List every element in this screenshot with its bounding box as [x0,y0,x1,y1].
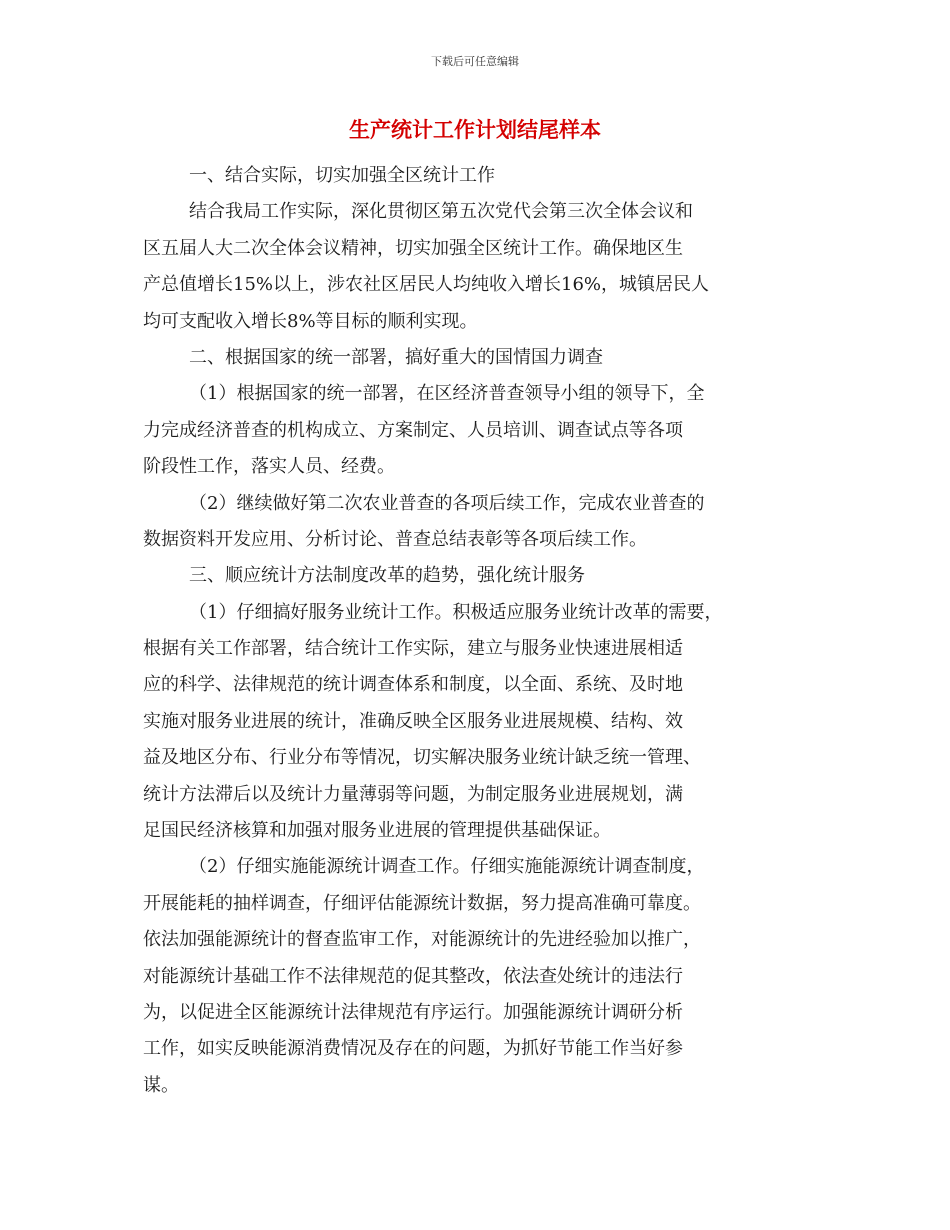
body-line: 阶段性工作，落实人员、经费。 [143,456,395,478]
body-line: 统计方法滞后以及统计力量薄弱等问题，为制定服务业进展规划，满 [143,783,683,805]
body-line: 工作，如实反映能源消费情况及存在的问题，为抓好节能工作当好参 [143,1038,683,1060]
body-line: 结合我局工作实际，深化贯彻区第五次党代会第三次全体会议和 [189,201,693,223]
body-line: 依法加强能源统计的督查监审工作，对能源统计的先进经验加以推广， [143,929,701,951]
body-line: （1）仔细搞好服务业统计工作。积极适应服务业统计改革的需要， [189,601,723,623]
page-header-note: 下载后可任意编辑 [431,55,519,68]
body-line: 开展能耗的抽样调查，仔细评估能源统计数据，努力提高准确可靠度。 [143,892,701,914]
body-line: 应的科学、法律规范的统计调查体系和制度，以全面、系统、及时地 [143,674,683,696]
body-line: 数据资料开发应用、分析讨论、普查总结表彰等各项后续工作。 [143,528,647,550]
body-line: 力完成经济普查的机构成立、方案制定、人员培训、调查试点等各项 [143,419,683,441]
body-line: 均可支配收入增长8%等目标的顺利实现。 [143,310,478,332]
body-line: 实施对服务业进展的统计，准确反映全区服务业进展规模、结构、效 [143,710,683,732]
body-line: 益及地区分布、行业分布等情况，切实解决服务业统计缺乏统一管理、 [143,747,701,769]
document-body [143,158,813,1104]
body-line: 一、结合实际，切实加强全区统计工作 [189,165,495,186]
body-line: 足国民经济核算和加强对服务业进展的管理提供基础保证。 [143,820,611,842]
body-line: 区五届人大二次全体会议精神，切实加强全区统计工作。确保地区生 [143,237,683,259]
body-line: 根据有关工作部署，结合统计工作实际，建立与服务业快速进展相适 [143,638,683,660]
body-line: （1）根据国家的统一部署，在区经济普查领导小组的领导下，全 [189,383,705,405]
body-line: 对能源统计基础工作不法律规范的促其整改，依法查处统计的违法行 [143,965,683,987]
body-line: 谋。 [143,1074,179,1096]
body-line: 为，以促进全区能源统计法律规范有序运行。加强能源统计调研分析 [143,1001,683,1023]
body-line: （2）继续做好第二次农业普查的各项后续工作，完成农业普查的 [189,492,705,514]
document-title: 生产统计工作计划结尾样本 [349,118,601,142]
body-line: 三、顺应统计方法制度改革的趋势，强化统计服务 [189,565,585,587]
body-line: 产总值增长15%以上，涉农社区居民人均纯收入增长16%，城镇居民人 [143,274,710,296]
body-line: （2）仔细实施能源统计调查工作。仔细实施能源统计调查制度， [189,856,705,878]
body-line: 二、根据国家的统一部署，搞好重大的国情国力调查 [189,346,603,368]
